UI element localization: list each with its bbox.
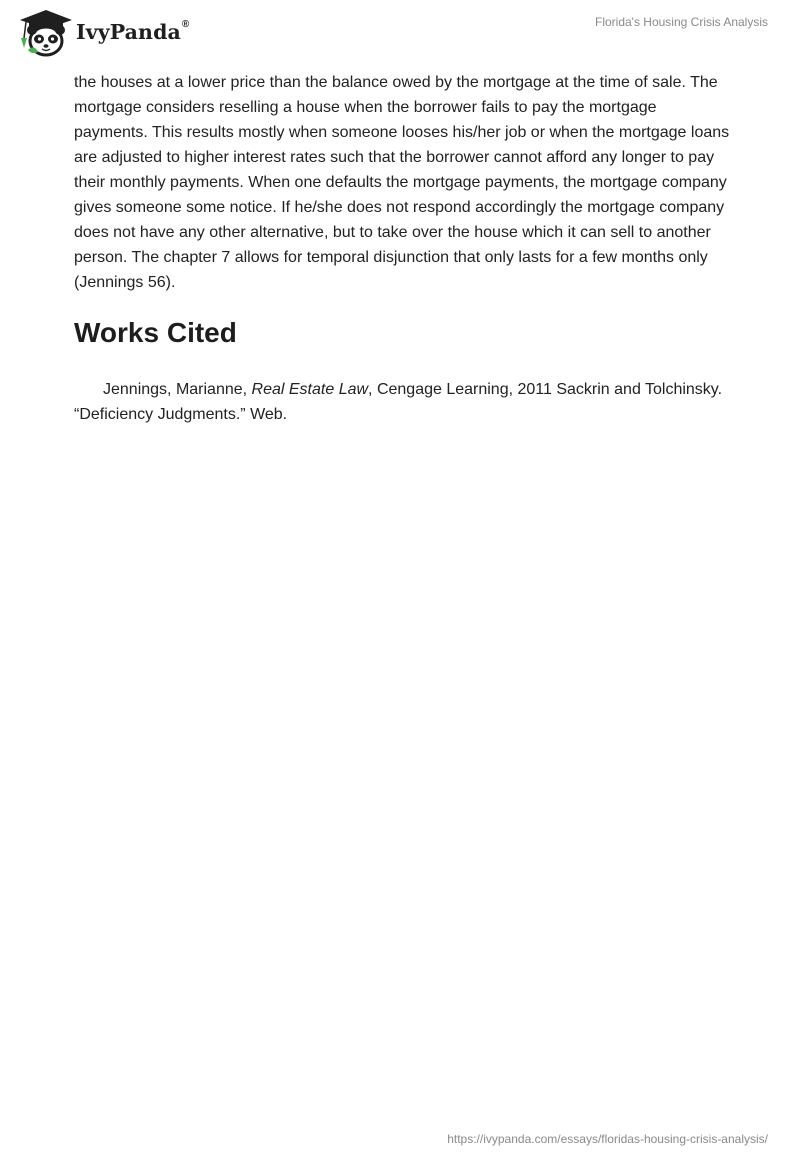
brand-name: IvyPanda® xyxy=(76,19,190,44)
page-header xyxy=(0,0,800,70)
ivypanda-logo[interactable] xyxy=(14,8,189,58)
panda-graduate-icon xyxy=(14,8,76,58)
document-body xyxy=(74,70,730,427)
citation-title: Real Estate Law xyxy=(251,381,369,398)
body-paragraph: the houses at a lower price than the balance owed by the mortgage at the time of sale. The mortgage considers reselling a house when the borrower fails to pay the mortgage payments. This results mostly when someone looses his/her job or when the mortgage loans are adjusted to higher interest rates such that the borrower cannot afford any longer to pay their monthly payments. When one defaults the mortgage payments, the mortgage company gives someone some notice. If he/she does not respond accordingly the mortgage company does not have any other alternative, but to take over the house which it can sell to another person. The chapter 7 allows for temporal disjunction that only lasts for a few months only (Jennings 56). xyxy=(74,74,730,291)
citation-prefix: Jennings, Marianne, xyxy=(103,381,252,398)
registered-mark: ® xyxy=(181,19,190,31)
citation-suffix: , Cengage Learning, 2011 Sackrin and Tolchinsky. “Deficiency Judgments.” Web. xyxy=(74,381,723,423)
document-title: Florida's Housing Crisis Analysis xyxy=(594,15,768,29)
footer-url[interactable]: https://ivypanda.com/essays/floridas-housing-crisis-analysis/ xyxy=(447,1132,768,1146)
citation-entry xyxy=(74,377,730,427)
works-cited-heading: Works Cited xyxy=(74,317,237,348)
